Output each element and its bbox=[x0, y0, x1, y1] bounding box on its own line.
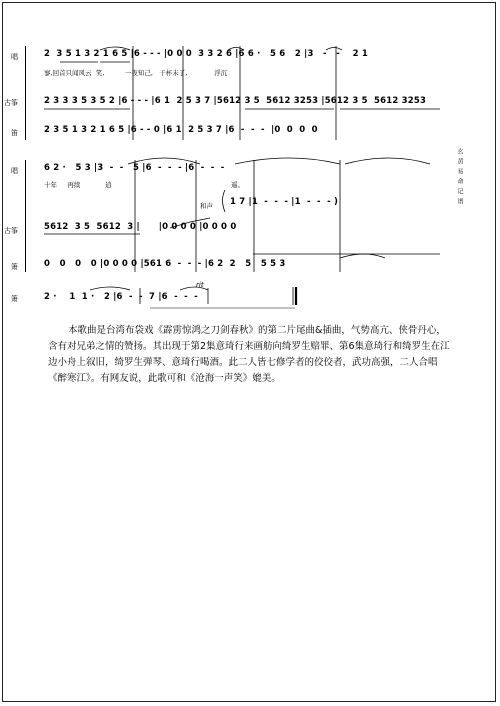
lyrics-2b: 遥。 bbox=[231, 181, 244, 189]
zheng-notation-1: 2 3 3 3 5 3 5 2 |6 - - - |6 1 2 5 3 7 |5612 3 5 5612 3253 |5612 3 5 5612 3253 bbox=[44, 96, 427, 106]
slur bbox=[180, 287, 208, 290]
di-notation-1: 2 3 5 1 3 2 1 6 5 |6 - - 0 |6 1 2 5 3 7 |6 - - - |0 0 0 0 bbox=[44, 125, 318, 135]
xiao-notation-2: 0 0 0 0 |0 0 0 0 |561 6 - - - |6 2 2 5 5 5 3 bbox=[44, 259, 286, 269]
slur bbox=[340, 254, 385, 258]
slur bbox=[90, 287, 130, 290]
xiao-notation-3: 2 · 1 1 · 2 |6 - - 7 |6 - - - bbox=[44, 292, 198, 302]
bracket bbox=[223, 190, 226, 212]
staff-label-zheng-2: 古筝 bbox=[4, 227, 18, 235]
slur bbox=[326, 48, 342, 51]
staff-label-xiao: 箫 bbox=[11, 263, 18, 271]
lyrics-1: 寥,回首只闻风云 笑, 一夜知己, 干杯未了, 浮沉 bbox=[44, 69, 228, 77]
glissando bbox=[170, 218, 210, 228]
vocal-notation-2: 6 2 · 5 3 |3 - - 5 |6 - - - |6 - - - bbox=[44, 163, 225, 173]
song-description: 本歌曲是台湾布袋戏《霹雳惊鸿之刀剑春秋》的第二片尾曲&插曲，气势高亢、侠骨丹心，含有对兄弟之情的赞扬。其出现于第2集意琦行来画舫向绮罗生赔罪、第6集意琦行和绮罗生在江边小舟上叙旧，绮罗生弹琴、意琦行喝酒。此二人皆七修学者的佼佼者，武功高强，二人合唱《醉寒江》。有网友说，此歌可和《沧海一声笑》媲美。 bbox=[48, 325, 450, 384]
zheng-notation-2: 5612 3 5 5612 3 | |0 0 0 0 |0 0 0 0 bbox=[44, 222, 237, 232]
staff-label-di: 笛 bbox=[11, 129, 18, 137]
tie bbox=[235, 158, 340, 164]
rit-marking: rit bbox=[196, 281, 204, 289]
staff-label-vocal-2: 唱 bbox=[11, 167, 18, 175]
staff-label-vocal: 唱 bbox=[11, 53, 18, 61]
slur bbox=[100, 47, 130, 50]
hesheng-label: 和声 bbox=[200, 202, 213, 210]
transcriber-credit: 玄黄易命记谱 bbox=[456, 148, 463, 208]
staff-label-xiao-3: 箫 bbox=[11, 295, 18, 303]
lyrics-2: 十年 再续 逍 bbox=[44, 181, 112, 189]
staff-label-zheng: 古筝 bbox=[4, 99, 18, 107]
hesheng-notation: 1 7 |1 - - - |1 - - - ) bbox=[230, 197, 339, 207]
tie bbox=[345, 158, 430, 164]
slur bbox=[228, 48, 244, 51]
tie bbox=[128, 158, 200, 164]
vocal-notation-1: 2 3 5 1 3 2 1 6 5 |6 - - - |0 0 0 3 3 2 6 |6 6 · 5 6 2 |3 - - 2 1 bbox=[44, 49, 368, 59]
